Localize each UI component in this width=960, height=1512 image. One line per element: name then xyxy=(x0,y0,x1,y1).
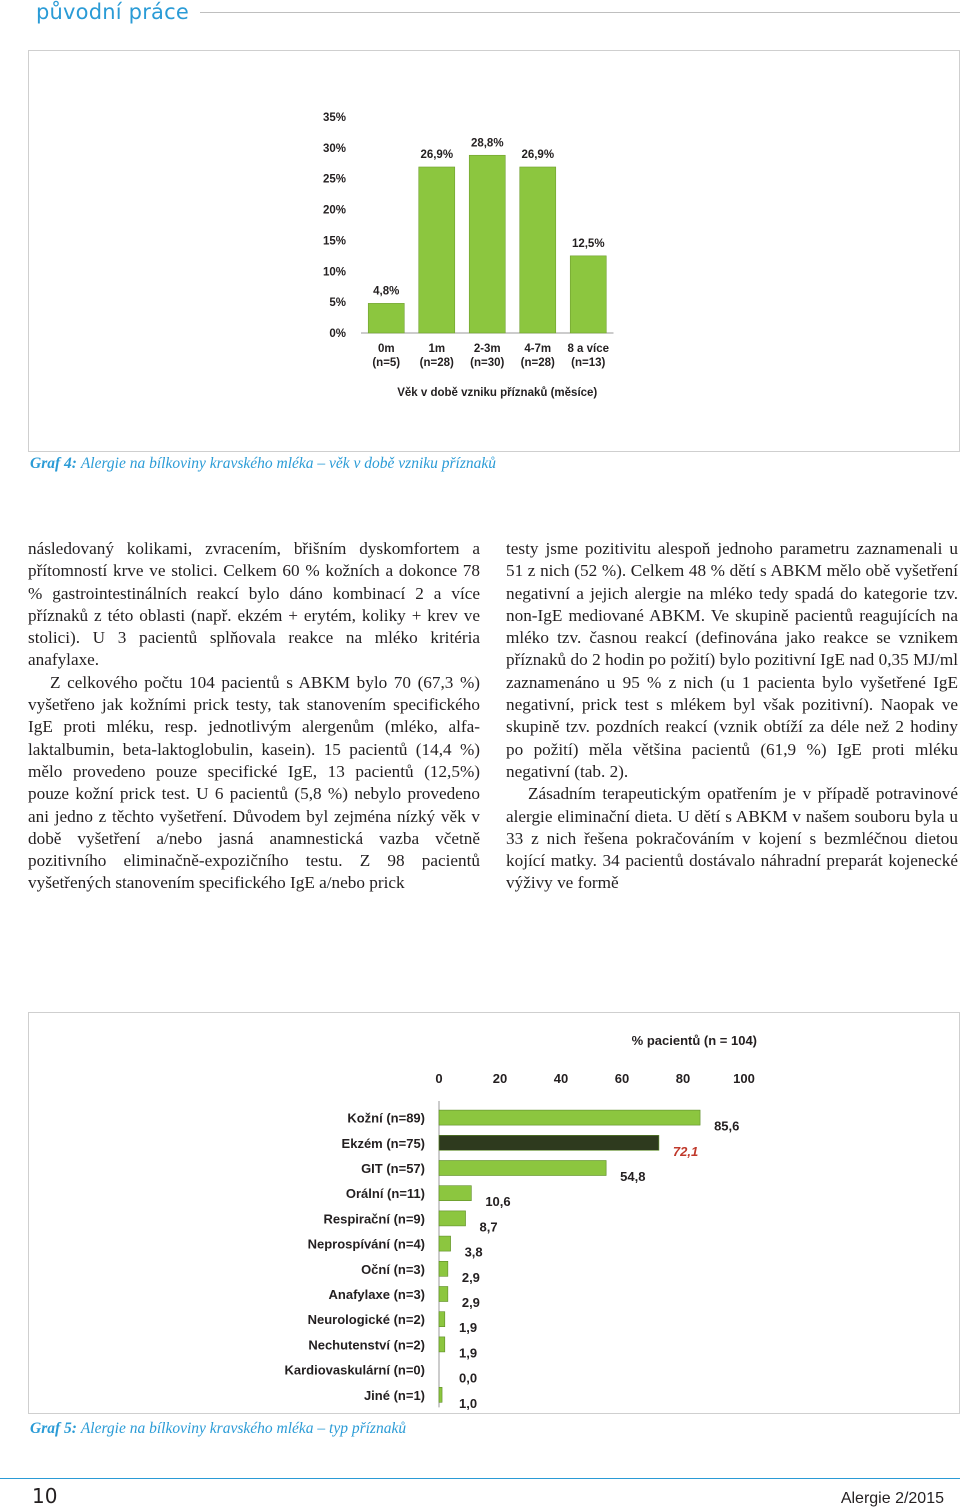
bar-value-label: 72,1 xyxy=(672,1143,699,1159)
bar-value-label: 1,9 xyxy=(459,1320,478,1336)
x-tick-label: 20 xyxy=(492,1071,508,1086)
x-tick-label: (n=5) xyxy=(372,357,401,369)
bar xyxy=(419,167,455,333)
bar-value-label: 54,8 xyxy=(620,1169,646,1184)
x-tick-label: 80 xyxy=(675,1071,691,1086)
bar xyxy=(368,303,404,333)
y-tick-label: 10% xyxy=(322,266,346,279)
bar-value-label: 28,8% xyxy=(470,137,504,150)
category-label: Anafylaxe (n=3) xyxy=(328,1287,425,1302)
figure-5-caption-label: Graf 5: xyxy=(30,1420,77,1437)
x-tick-label: (n=13) xyxy=(571,357,606,369)
figure-4-panel xyxy=(28,50,960,452)
x-axis-title: Věk v době vzniku příznaků (měsíce) xyxy=(397,387,598,399)
bar-value-label: 10,6 xyxy=(485,1194,511,1210)
bar xyxy=(439,1110,700,1125)
x-tick-label: (n=28) xyxy=(520,357,555,369)
bar-value-label: 2,9 xyxy=(461,1295,480,1310)
chart-title: % pacientů (n = 104) xyxy=(631,1033,757,1048)
bar xyxy=(439,1211,466,1226)
bar xyxy=(439,1161,606,1176)
figure-5-caption xyxy=(30,1420,406,1438)
bar xyxy=(570,256,606,333)
y-tick-label: 5% xyxy=(329,297,346,310)
x-tick-label: 8 a více xyxy=(567,343,610,355)
bar xyxy=(439,1236,451,1251)
category-label: Ekzém (n=75) xyxy=(341,1135,425,1151)
category-label: Orální (n=11) xyxy=(345,1186,425,1202)
footer-rule xyxy=(0,1478,960,1479)
bar-value-label: 26,9% xyxy=(420,148,454,161)
figure-5-panel xyxy=(28,1012,960,1414)
page-number: 10 xyxy=(32,1484,58,1508)
x-tick-label: 40 xyxy=(553,1071,569,1086)
x-tick-label: 0 xyxy=(435,1071,443,1086)
bar-value-label: 1,0 xyxy=(459,1395,478,1411)
bar-value-label: 3,8 xyxy=(464,1244,483,1260)
bar-value-label: 8,7 xyxy=(479,1219,498,1235)
figure-5-caption-text: Alergie na bílkoviny kravského mléka – typ příznaků xyxy=(80,1420,407,1437)
figure-5-chart xyxy=(29,1013,959,1413)
left-paragraph: následovaný kolikami, zvracením, břišním dyskomfortem a přítomností krve ve stolici. Celkem 60 % kožních a dokonce 78 % gastrointestinálních reakcí bylo dáno kombinací 2 a více příznaků z této oblasti (např. ekzém + erytém, koliky + krev ve stolici). U 3 pacientů splňovala reakce na mléko kritéria anafylaxe. xyxy=(28,539,480,670)
bar xyxy=(520,167,556,333)
bar xyxy=(439,1186,471,1201)
y-tick-label: 15% xyxy=(322,235,346,248)
category-label: Neurologické (n=2) xyxy=(307,1312,425,1328)
figure-4-caption-text: Alergie na bílkoviny kravského mléka – věk v době vzniku příznaků xyxy=(80,455,497,472)
x-tick-label: 4-7m xyxy=(524,343,552,355)
bar xyxy=(439,1261,448,1276)
bar-value-label: 85,6 xyxy=(714,1118,740,1134)
y-tick-label: 35% xyxy=(322,112,346,124)
x-tick-label: 0m xyxy=(377,343,395,355)
category-label: Jiné (n=1) xyxy=(363,1387,425,1403)
figure-4-caption xyxy=(30,455,496,473)
category-label: Kožní (n=89) xyxy=(347,1110,425,1126)
category-label: Respirační (n=9) xyxy=(323,1211,425,1227)
x-tick-label: 60 xyxy=(614,1071,630,1086)
category-label: Nechutenství (n=2) xyxy=(308,1337,425,1353)
y-tick-label: 30% xyxy=(322,142,346,155)
bar-value-label: 12,5% xyxy=(571,237,605,250)
x-tick-label: 100 xyxy=(733,1071,755,1086)
left-paragraph: Z celkového počtu 104 pacientů s ABKM bylo 70 (67,3 %) vyšetřeno jak kožními prick testy, tak stanovením specifického IgE proti mléku, resp. jednotlivým alergenům (mléko, alfa-laktalbumin, beta-laktoglobulin, kasein). 15 pacientů (14,4 %) mělo provedeno pouze specifické IgE, 13 pacientů (12,5%) pouze kožní prick test. U 6 pacientů (5,8 %) nebylo provedeno ani jedno z těchto vyšetření. Důvodem byl zejména nízký věk v době vyšetření a/nebo jasná anamnestická vazba včetně pozitivního eliminačně-expozičního testu. Z 98 pacientů vyšetřených stanovením specifického IgE a/nebo prick xyxy=(28,672,480,893)
right-paragraph: testy jsme pozitivitu alespoň jednoho parametru zaznamenali u 51 z nich (52 %). Celkem 48 % dětí s ABKM mělo obě vyšetření negativní a jejich alergie na mléko tedy spadá do kategorie tzv. non-IgE mediované ABKM. Ve skupině pacientů reagujících na mléko tzv. časnou reakcí (definována jako reakce se vznikem příznaků do 2 hodin po požití) bylo pozitivní IgE nad 0,35 MJ/ml zaznamenáno u 95 % z nich (u 1 pacienta bylo vyšetřené IgE negativní, prick test s mlékem byl však pozitivní). Naopak ve skupině tzv. pozdních reakcí (vznik obtíží za déle než 2 hodiny po požití) měla většina pacientů (61,9 %) IgE proti mléku negativní (tab. 2). xyxy=(506,539,958,781)
y-tick-label: 0% xyxy=(329,328,346,340)
bar xyxy=(439,1287,448,1302)
bar-value-label: 26,9% xyxy=(521,148,555,161)
y-tick-label: 25% xyxy=(322,173,346,186)
right-column xyxy=(506,538,958,895)
category-label: Kardiovaskulární (n=0) xyxy=(284,1362,425,1378)
category-label: Oční (n=3) xyxy=(361,1261,425,1277)
figure-4-chart xyxy=(29,51,959,451)
journal-name: Alergie 2/2015 xyxy=(840,1490,944,1507)
bar-value-label: 1,9 xyxy=(459,1345,478,1361)
x-tick-label: (n=28) xyxy=(419,357,454,369)
bar xyxy=(439,1387,442,1402)
header-rule xyxy=(200,12,960,13)
x-tick-label: 1m xyxy=(428,343,446,355)
category-label: GIT (n=57) xyxy=(361,1161,425,1176)
y-tick-label: 20% xyxy=(322,204,346,217)
bar xyxy=(439,1337,445,1352)
figure-4-caption-label: Graf 4: xyxy=(30,455,77,472)
bar-value-label: 2,9 xyxy=(461,1269,480,1285)
bar xyxy=(439,1312,445,1327)
bar-value-label: 4,8% xyxy=(373,285,400,298)
bar xyxy=(439,1135,659,1150)
right-paragraph: Zásadním terapeutickým opatřením je v případě potravinové alergie eliminační dieta. U dětí s ABKM v našem souboru byla u 33 z nich řešena pokračováním v kojení s bezmléčnou dietou kojící matky. 34 pacientů dostávalo náhradní preparát kojenecké výživy ve formě xyxy=(506,784,958,893)
x-tick-label: 2-3m xyxy=(473,343,501,355)
bar xyxy=(469,155,505,333)
section-title: původní práce xyxy=(36,0,189,24)
bar-value-label: 0,0 xyxy=(459,1370,478,1386)
x-tick-label: (n=30) xyxy=(470,357,505,369)
category-label: Neprospívání (n=4) xyxy=(307,1236,425,1252)
left-column xyxy=(28,538,480,895)
